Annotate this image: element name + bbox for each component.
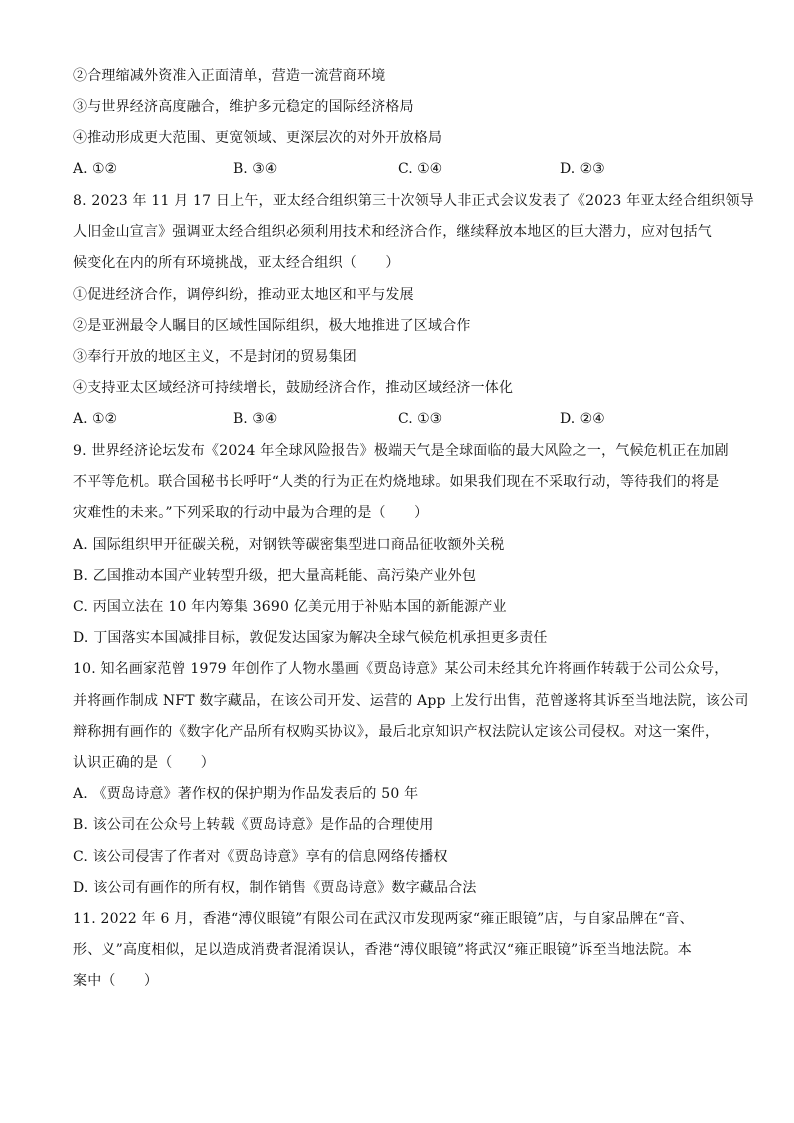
q8-statement-4: ④支持亚太区域经济可持续增长，鼓励经济合作，推动区域经济一体化 (73, 380, 514, 396)
q7-option-c: C. ①④ (398, 161, 443, 177)
q8-options (73, 409, 723, 429)
q8-option-c: C. ①③ (398, 411, 443, 427)
q7-options (73, 159, 723, 179)
q9-option-b: B. 乙国推动本国产业转型升级，把大量高耗能、高污染产业外包 (73, 568, 477, 584)
q10-option-b: B. 该公司在公众号上转载《贾岛诗意》是作品的合理使用 (73, 817, 434, 833)
q11-stem-line-2: 形、义”高度相似，足以造成消费者混淆误认，香港“溥仪眼镜”将武汉“雍正眼镜”诉至当地法院。本 (73, 942, 692, 958)
q10-stem-line-3: 辩称拥有画作的《数字化产品所有权购买协议》，最后北京知识产权法院认定该公司侵权。对这一案件， (73, 724, 720, 740)
q9-stem-line-1: 9. 世界经济论坛发布《2024 年全球风险报告》极端天气是全球面临的最大风险之一，气候危机正在加剧 (73, 443, 729, 459)
q8-option-d: D. ②④ (560, 411, 605, 427)
q8-statement-1: ①促进经济合作，调停纠纷，推动亚太地区和平与发展 (73, 287, 414, 303)
q10-stem-line-4: 认识正确的是（ ） (73, 755, 215, 771)
q7-option-a: A. ①② (73, 161, 118, 177)
q9-stem-line-2: 不平等危机。联合国秘书长呼吁“人类的行为正在灼烧地球。如果我们现在不采取行动，等待我们的将是 (73, 474, 720, 490)
q7-statement-4: ④推动形成更大范围、更宽领域、更深层次的对外开放格局 (73, 130, 443, 146)
q10-option-d: D. 该公司有画作的所有权，制作销售《贾岛诗意》数字藏品合法 (73, 880, 477, 896)
q9-option-a: A. 国际组织甲开征碳关税，对钢铁等碳密集型进口商品征收额外关税 (73, 537, 505, 553)
q8-statement-3: ③奉行开放的地区主义，不是封闭的贸易集团 (73, 349, 357, 365)
q7-option-b: B. ③④ (233, 161, 278, 177)
q10-stem-line-2: 并将画作制成 NFT 数字藏品，在该公司开发、运营的 App 上发行出售，范曾遂将其诉至当地法院，该公司 (73, 693, 749, 709)
q8-stem-line-1: 8. 2023 年 11 月 17 日上午，亚太经合组织第三十次领导人非正式会议发表了《2023 年亚太经合组织领导 (73, 193, 754, 209)
q9-stem-line-3: 灾难性的未来。”下列采取的行动中最为合理的是（ ） (73, 505, 429, 521)
q8-statement-2: ②是亚洲最令人瞩目的区域性国际组织，极大地推进了区域合作 (73, 318, 471, 334)
q8-stem-line-2: 人旧金山宣言》强调亚太经合组织必须利用技术和经济合作，继续释放本地区的巨大潜力，应对包括气 (73, 224, 712, 240)
q8-stem-line-3: 候变化在内的所有环境挑战，亚太经合组织（ ） (73, 255, 400, 271)
q10-option-c: C. 该公司侵害了作者对《贾岛诗意》享有的信息网络传播权 (73, 849, 448, 865)
q8-option-b: B. ③④ (233, 411, 278, 427)
q9-option-d: D. 丁国落实本国减排目标，敦促发达国家为解决全球气候危机承担更多责任 (73, 630, 548, 646)
q7-option-d: D. ②③ (560, 161, 605, 177)
q9-option-c: C. 丙国立法在 10 年内筹集 3690 亿美元用于补贴本国的新能源产业 (73, 599, 507, 615)
q8-option-a: A. ①② (73, 411, 118, 427)
q11-stem-line-3: 案中（ ） (73, 973, 159, 989)
q11-stem-line-1: 11. 2022 年 6 月，香港“溥仪眼镜”有限公司在武汉市发现两家“雍正眼镜”店，与自家品牌在“音、 (73, 911, 694, 927)
q10-option-a: A. 《贾岛诗意》著作权的保护期为作品发表后的 50 年 (73, 786, 419, 802)
q7-statement-2: ②合理缩减外资准入正面清单，营造一流营商环境 (73, 68, 386, 84)
q10-stem-line-1: 10. 知名画家范曾 1979 年创作了人物水墨画《贾岛诗意》某公司未经其允许将画作转载于公司公众号， (73, 661, 729, 677)
q7-statement-3: ③与世界经济高度融合，维护多元稳定的国际经济格局 (73, 99, 414, 115)
